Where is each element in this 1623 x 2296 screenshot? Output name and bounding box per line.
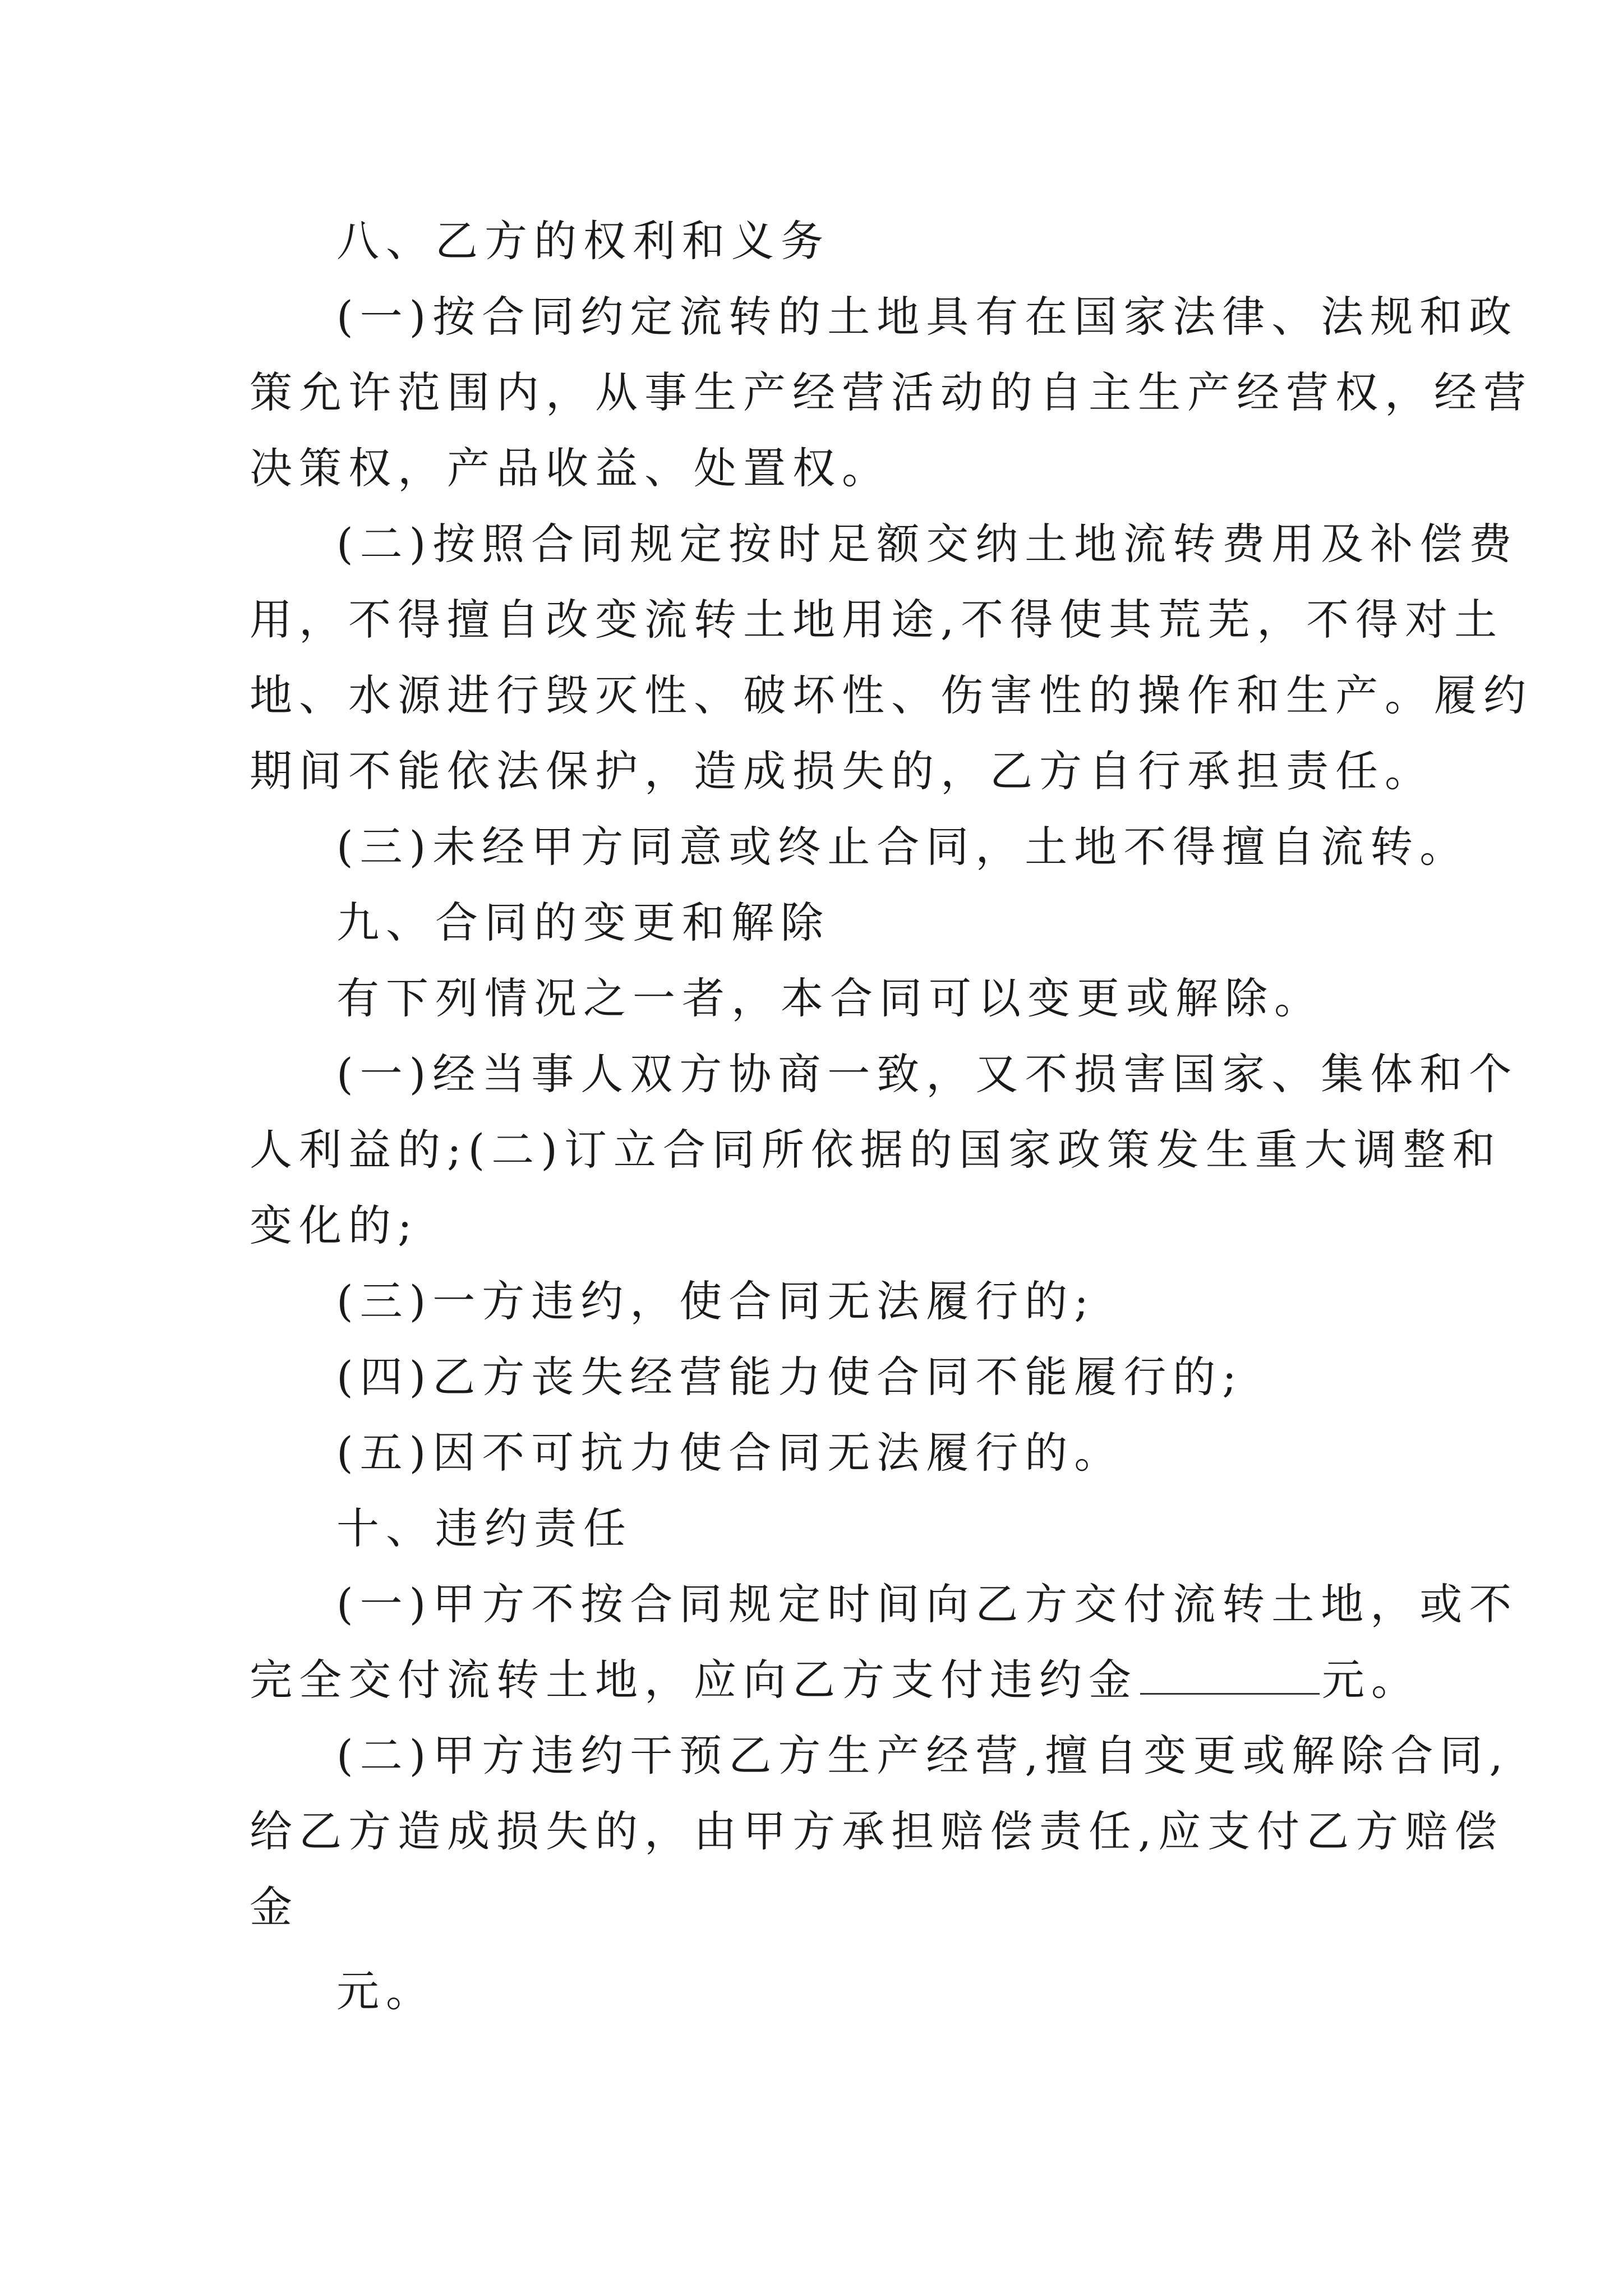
section-10-item-2-line-4: 元。 bbox=[336, 1966, 435, 2016]
section-8-item-1-line-3: 决策权，产品收益、处置权。 bbox=[250, 443, 891, 493]
section-10-item-2-line-1: (二)甲方违约干预乙方生产经营,擅自变更或解除合同, bbox=[336, 1731, 1510, 1780]
section-9-item-3: (三)一方违约，使合同无法履行的; bbox=[336, 1276, 1095, 1326]
section-10-item-1-line-2-prefix: 完全交付流转土地，应向乙方支付违约金 bbox=[250, 1655, 1138, 1705]
section-9-item-1-line-1: (一)经当事人双方协商一致，又不损害国家、集体和个 bbox=[336, 1049, 1519, 1099]
section-8-item-1-line-2: 策允许范围内，从事生产经营活动的自主生产经营权，经营 bbox=[250, 367, 1533, 417]
section-10-item-1-line-2-suffix: 元。 bbox=[1322, 1655, 1421, 1705]
section-10-item-1-line-2 bbox=[250, 1652, 1421, 1708]
section-10-heading: 十、违约责任 bbox=[336, 1503, 633, 1553]
section-8-item-2-line-2: 用，不得擅自改变流转土地用途,不得使其荒芜，不得对土 bbox=[250, 595, 1504, 645]
section-9-item-1-line-3: 变化的; bbox=[250, 1200, 419, 1250]
section-9-intro: 有下列情况之一者，本合同可以变更或解除。 bbox=[336, 973, 1324, 1023]
section-10-item-2-line-2: 给乙方造成损失的，由甲方承担赔偿责任,应支付乙方赔偿 bbox=[250, 1806, 1504, 1856]
section-10-item-1-line-1: (一)甲方不按合同规定时间向乙方交付流转土地，或不 bbox=[336, 1579, 1519, 1629]
section-8-item-2-line-4: 期间不能依法保护，造成损失的，乙方自行承担责任。 bbox=[250, 746, 1434, 796]
section-8-item-3: (三)未经甲方同意或终止合同，土地不得擅自流转。 bbox=[336, 822, 1469, 872]
section-8-item-1-line-1: (一)按合同约定流转的土地具有在国家法律、法规和政 bbox=[336, 292, 1519, 342]
penalty-amount-blank bbox=[1140, 1657, 1320, 1695]
section-9-item-4: (四)乙方丧失经营能力使合同不能履行的; bbox=[336, 1352, 1243, 1402]
section-8-heading: 八、乙方的权利和义务 bbox=[336, 216, 830, 266]
section-9-item-5: (五)因不可抗力使合同无法履行的。 bbox=[336, 1428, 1124, 1478]
section-9-heading: 九、合同的变更和解除 bbox=[336, 898, 830, 947]
section-10-item-2-line-3: 金 bbox=[250, 1882, 299, 1932]
section-8-item-2-line-1: (二)按照合同规定按时足额交纳土地流转费用及补偿费 bbox=[336, 519, 1519, 569]
section-9-item-1-line-2: 人利益的;(二)订立合同所依据的国家政策发生重大调整和 bbox=[250, 1125, 1502, 1175]
section-8-item-2-line-3: 地、水源进行毁灭性、破坏性、伤害性的操作和生产。履约 bbox=[250, 670, 1533, 720]
